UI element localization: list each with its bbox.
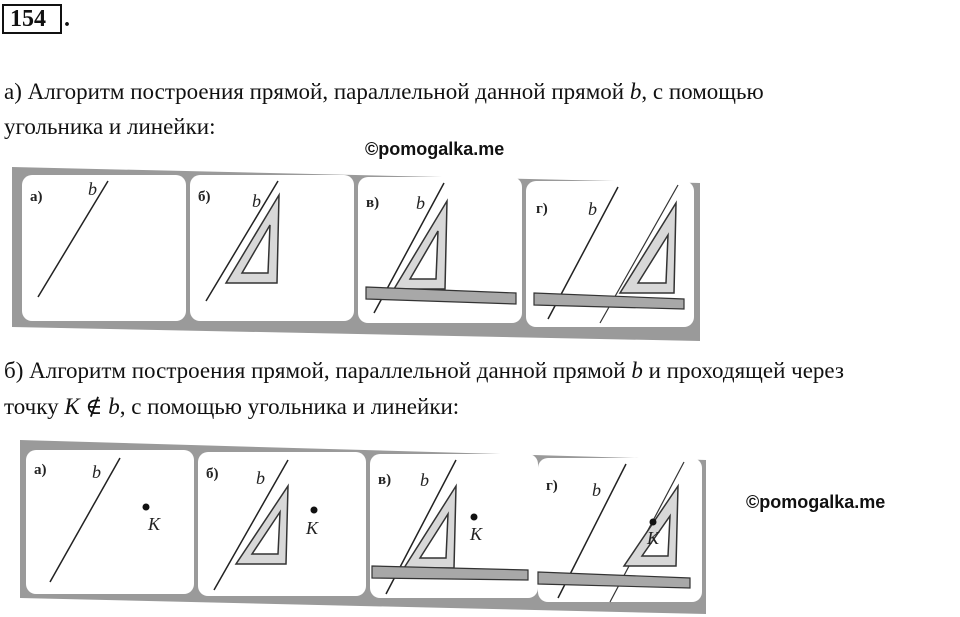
part-b-line-1: б) Алгоритм построения прямой, параллельной данной прямой b и проходящей через	[4, 358, 844, 383]
point-k	[471, 514, 478, 521]
panel-label: б)	[198, 189, 211, 205]
panel-a-1	[22, 175, 186, 321]
panel-label: в)	[378, 472, 392, 488]
line-b-label: b	[88, 179, 97, 199]
point-k-label: K	[306, 518, 319, 538]
point-k	[143, 504, 150, 511]
point-k-label: K	[148, 514, 161, 534]
line-b-label: b	[252, 191, 261, 211]
line-b-label: b	[92, 462, 101, 482]
part-a-line-1: а) Алгоритм построения прямой, параллельной данной прямой b, с помощью	[4, 79, 764, 104]
line-b-label: b	[588, 199, 597, 219]
panel-label: г)	[546, 478, 558, 494]
var-b: b	[631, 358, 643, 383]
panel-a-2	[190, 175, 354, 321]
point-k	[311, 507, 318, 514]
line-b-label: b	[592, 480, 601, 500]
panel-label: а)	[30, 189, 43, 205]
panel-b-2	[198, 452, 366, 596]
problem-number-dot: .	[64, 6, 70, 32]
watermark-top: ©pomogalka.me	[365, 139, 505, 159]
figure-strip-a	[8, 163, 704, 343]
panel-a-3	[358, 177, 522, 323]
panel-label: в)	[366, 195, 380, 211]
panel-label: б)	[206, 466, 219, 482]
panel-a-4	[526, 181, 694, 327]
line-b-label: b	[256, 468, 265, 488]
panel-b-4	[538, 458, 702, 602]
line-b-label: b	[420, 470, 429, 490]
panel-label: а)	[34, 462, 47, 478]
var-b: b	[629, 79, 642, 104]
panel-b-1	[26, 450, 194, 594]
point-k	[650, 519, 657, 526]
point-k-label: K	[470, 524, 483, 544]
figure-strip-b	[16, 438, 710, 616]
line-b-label: b	[416, 193, 425, 213]
point-k-label: K	[647, 528, 660, 548]
problem-number: 154	[2, 4, 62, 34]
part-b-line-2: точку K ∉ b, с помощью угольника и линейки:	[4, 394, 460, 419]
watermark-right: ©pomogalka.me	[746, 492, 886, 512]
math-k-not-in-b: K ∉ b	[64, 394, 120, 419]
panel-b-3	[370, 454, 538, 598]
panel-label: г)	[536, 201, 548, 217]
part-a-line-2: угольника и линейки:	[4, 114, 216, 139]
